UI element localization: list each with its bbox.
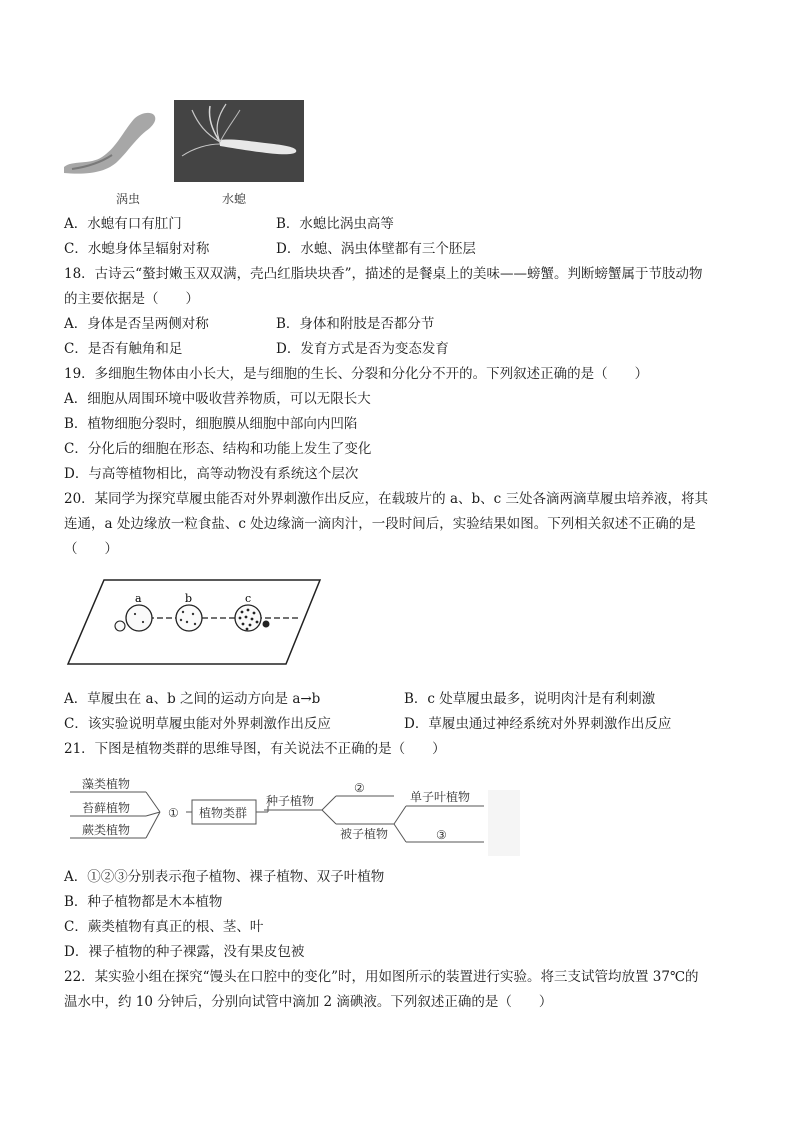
q18-option-d: D．发育方式是否为变态发育 [276, 341, 449, 357]
q18-stem-line1: 18．古诗云“螯封嫩玉双双满，壳凸红脂块块香”，描述的是餐桌上的美味——螃蟹。判断螃蟹属于节肢动物 [64, 266, 703, 282]
q20-option-c: C．该实验说明草履虫能对外界刺激作出反应 [64, 716, 331, 732]
map-moss: 苔藓植物 [82, 801, 131, 815]
map-angiosperms: 被子植物 [340, 827, 389, 841]
slide-label-b: b [185, 592, 193, 605]
q20-option-b: B．c 处草履虫最多，说明肉汁是有利刺激 [404, 691, 656, 707]
map-monocots: 单子叶植物 [410, 790, 471, 804]
q19-stem: 19．多细胞生物体由小长大，是与细胞的生长、分裂和分化分不开的。下列叙述正确的是（ ） [64, 366, 649, 382]
q18-option-c: C．是否有触角和足 [64, 341, 183, 357]
map-algae: 藻类植物 [82, 777, 131, 791]
hydra-caption: 水螅 [222, 192, 247, 206]
q21-option-d: D．裸子植物的种子裸露，没有果皮包被 [64, 944, 305, 960]
q20-option-a: A．草履虫在 a、b 之间的运动方向是 a→b [64, 691, 321, 707]
q22-stem-line1: 22．某实验小组在探究“馒头在口腔中的变化”时，用如图所示的装置进行实验。将三支试管均放置 37℃的 [64, 969, 699, 985]
map-circle-1: ① [168, 806, 179, 820]
hydra-image [174, 100, 304, 182]
q19-option-c: C．分化后的细胞在形态、结构和功能上发生了变化 [64, 441, 372, 457]
q20-stem-line3: （ ） [64, 541, 118, 557]
q18-stem-line2: 的主要依据是（ ） [64, 291, 199, 307]
map-seed-plants: 种子植物 [266, 794, 315, 808]
map-center: 植物类群 [199, 806, 248, 820]
map-circle-2: ② [354, 781, 365, 795]
map-fern: 蕨类植物 [82, 823, 131, 837]
slide-diagram [64, 572, 324, 672]
q21-option-c: C．蕨类植物有真正的根、茎、叶 [64, 919, 264, 935]
q20-option-d: D．草履虫通过神经系统对外界刺激作出反应 [404, 716, 672, 732]
q21-option-a: A．①②③分别表示孢子植物、裸子植物、双子叶植物 [64, 869, 385, 885]
q22-stem-line2: 温水中，约 10 分钟后，分别向试管中滴加 2 滴碘液。下列叙述正确的是（ ） [64, 994, 553, 1010]
flatworm-image [62, 105, 162, 180]
q19-option-d: D．与高等植物相比，高等动物没有系统这个层次 [64, 466, 359, 482]
slide-label-c: c [245, 592, 252, 605]
q18-option-a: A．身体是否呈两侧对称 [64, 316, 209, 332]
q17-option-b: B．水螅比涡虫高等 [276, 216, 394, 232]
q21-option-b: B．种子植物都是木本植物 [64, 894, 223, 910]
q17-option-a: A．水螅有口有肛门 [64, 216, 182, 232]
q17-option-c: C．水螅身体呈辐射对称 [64, 241, 210, 257]
plant-mind-map [64, 770, 524, 858]
q21-stem: 21．下图是植物类群的思维导图，有关说法不正确的是（ ） [64, 741, 446, 757]
slide-label-a: a [135, 592, 142, 605]
q17-option-d: D．水螅、涡虫体壁都有三个胚层 [276, 241, 476, 257]
q20-stem-line2: 连通，a 处边缘放一粒食盐、c 处边缘滴一滴肉汁，一段时间后，实验结果如图。下列相关叙述不正确的是 [64, 516, 696, 532]
flatworm-caption: 涡虫 [116, 192, 141, 206]
q19-option-b: B．植物细胞分裂时，细胞膜从细胞中部向内凹陷 [64, 416, 358, 432]
q20-stem-line1: 20．某同学为探究草履虫能否对外界刺激作出反应，在载玻片的 a、b、c 三处各滴两滴草履虫培养液，将其 [64, 491, 709, 507]
q19-option-a: A．细胞从周围环境中吸收营养物质，可以无限长大 [64, 391, 371, 407]
map-circle-3: ③ [436, 828, 447, 842]
q18-option-b: B．身体和附肢是否都分节 [276, 316, 435, 332]
